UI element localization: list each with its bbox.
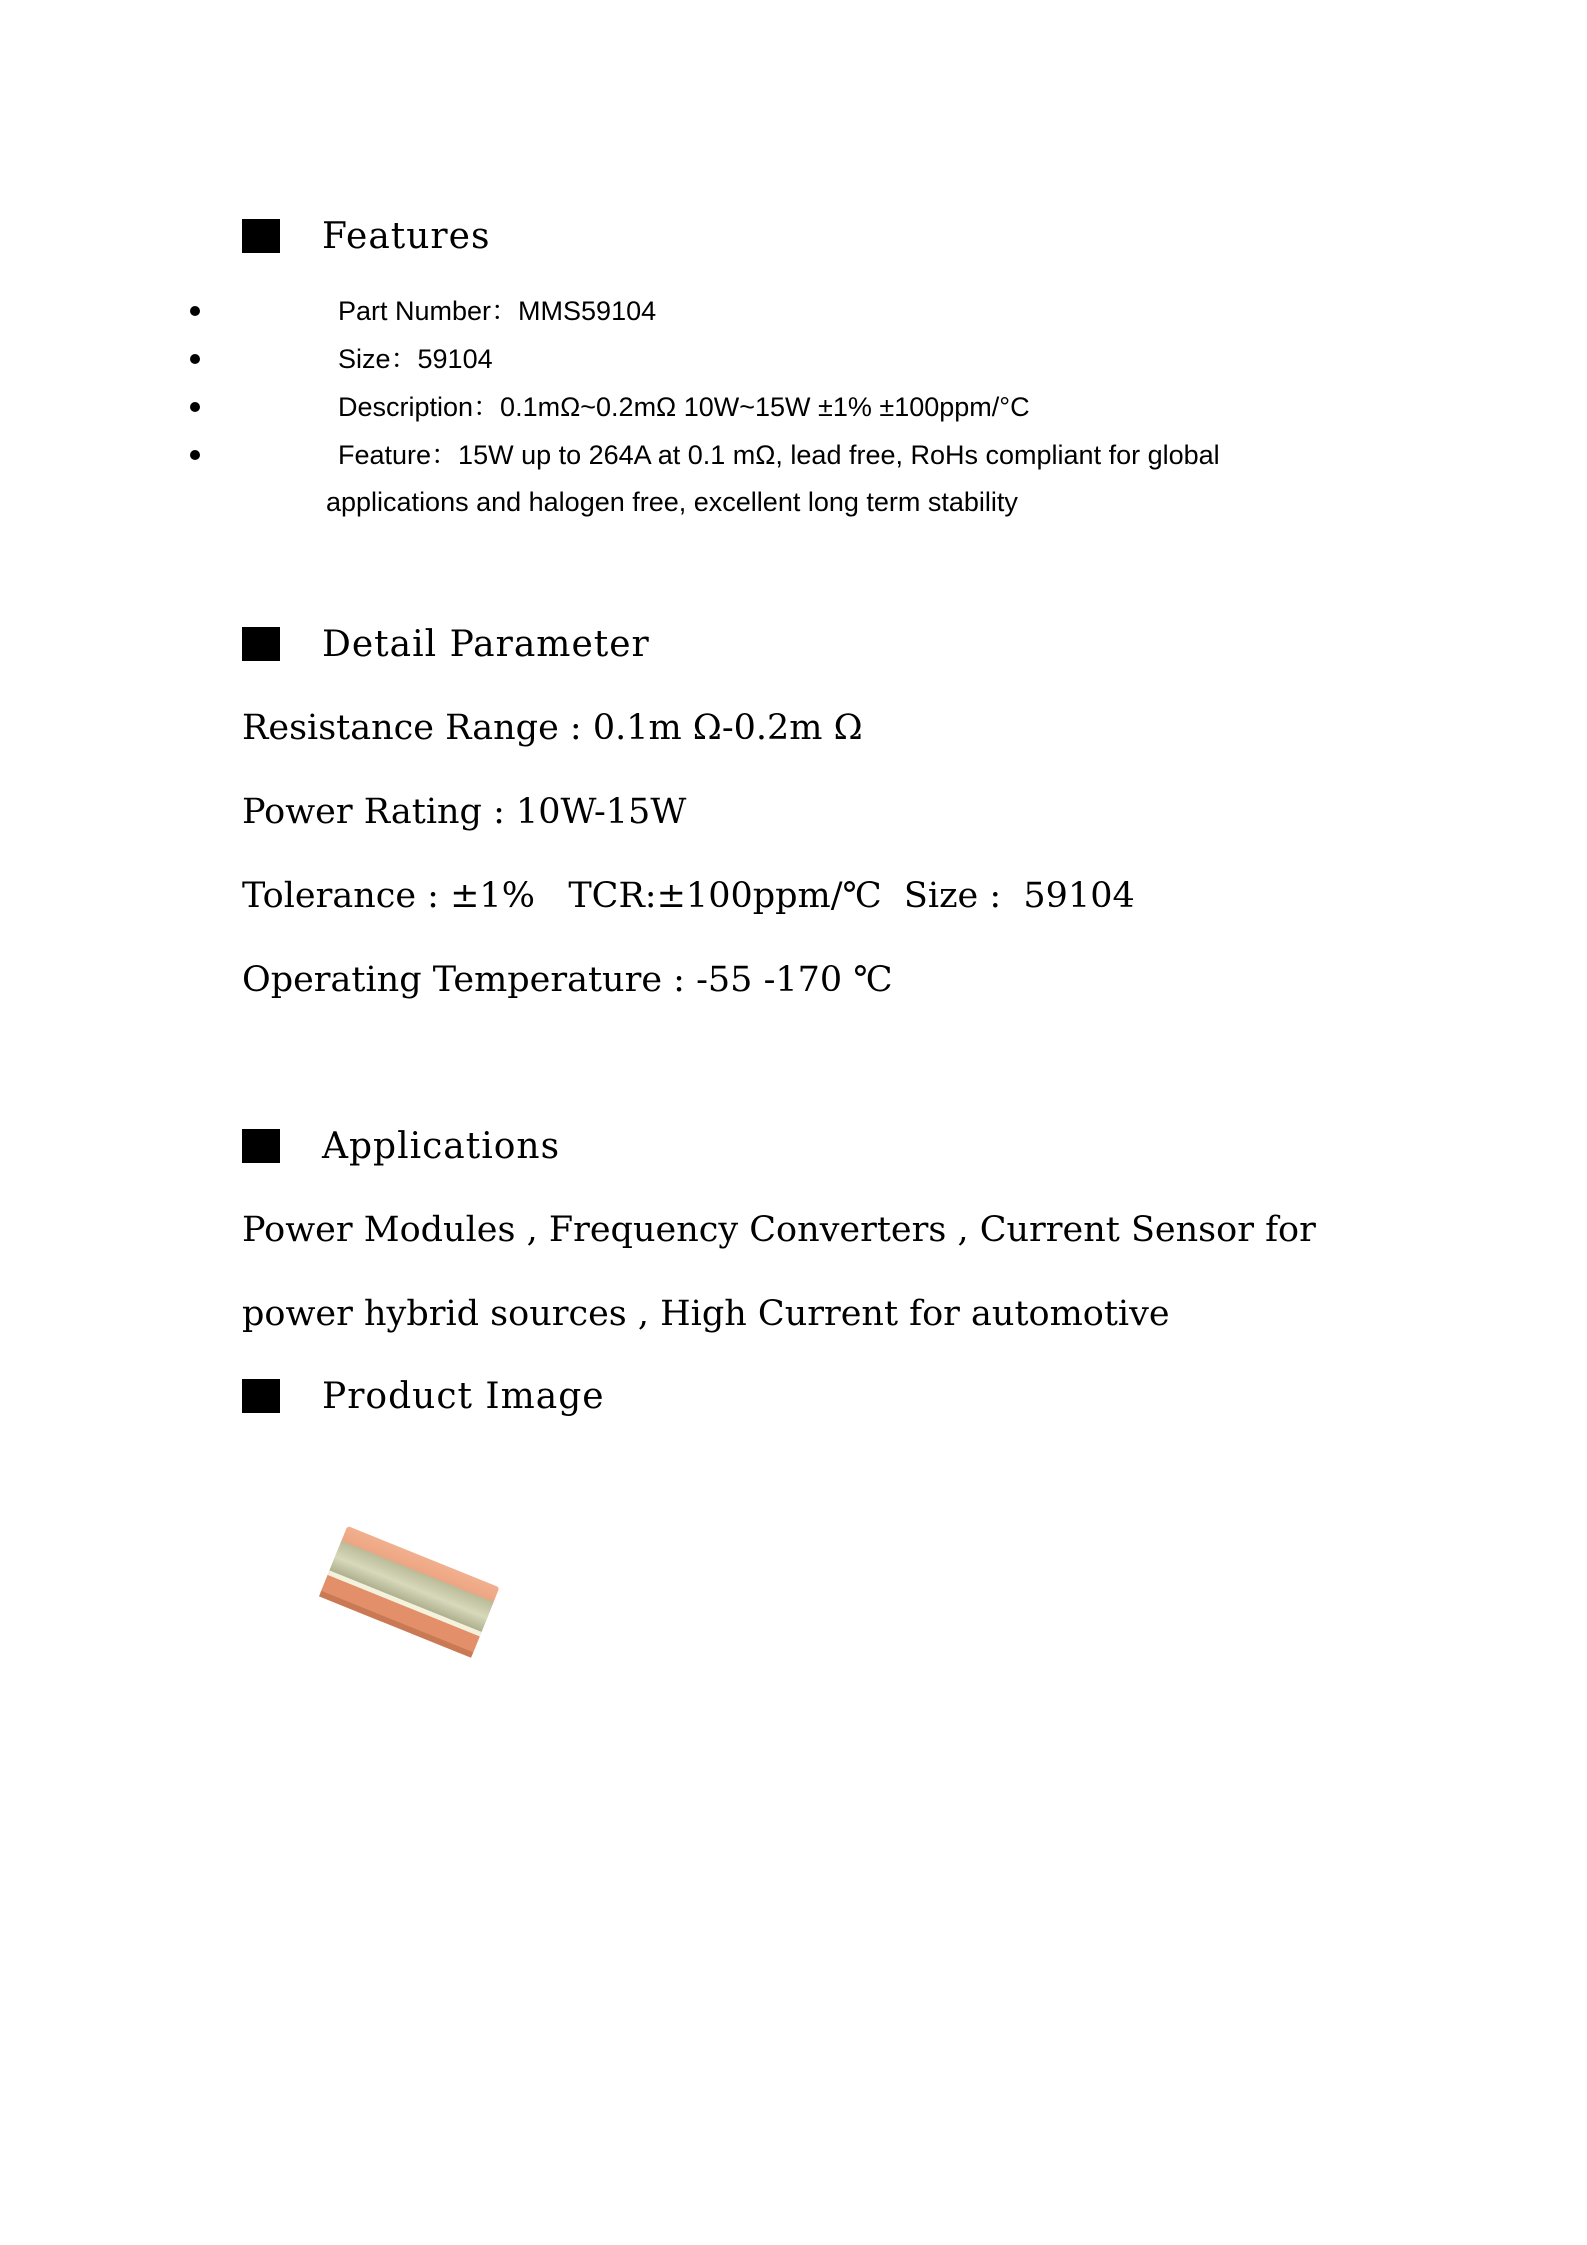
feature-item-size <box>190 336 493 376</box>
bullet-dot-icon <box>190 450 200 460</box>
param-tolerance-tcr-size: Tolerance : ±1% TCR:±100ppm/℃ Size : 59104 <box>242 876 1135 916</box>
feature-item-text: Part Number：MMS59104 <box>338 295 657 326</box>
detail-parameter-heading <box>242 622 650 666</box>
feature-item-description <box>190 384 1030 424</box>
applications-heading <box>242 1124 560 1168</box>
feature-item-part-number <box>190 288 656 328</box>
feature-item-feature <box>190 432 1220 472</box>
shunt-resistor-image <box>310 1510 510 1670</box>
bullet-dot-icon <box>190 306 200 316</box>
param-operating-temperature: Operating Temperature : -55 -170 ℃ <box>242 960 893 1000</box>
feature-item-text: Feature：15W up to 264A at 0.1 mΩ, lead free, RoHs compliant for global <box>338 439 1220 470</box>
applications-line-1: Power Modules , Frequency Converters , Current Sensor for <box>242 1210 1316 1250</box>
detail-parameter-heading-text: Detail Parameter <box>322 623 650 665</box>
feature-item-text: Description：0.1mΩ~0.2mΩ 10W~15W ±1% ±100ppm/°C <box>338 391 1030 422</box>
feature-item-text: Size：59104 <box>338 343 493 374</box>
applications-heading-text: Applications <box>322 1125 561 1167</box>
features-heading <box>242 214 490 258</box>
product-image-heading-text: Product Image <box>322 1375 605 1417</box>
square-bullet-icon <box>242 1129 280 1163</box>
bullet-dot-icon <box>190 354 200 364</box>
param-resistance-range: Resistance Range : 0.1m Ω-0.2m Ω <box>242 708 863 748</box>
square-bullet-icon <box>242 219 280 253</box>
square-bullet-icon <box>242 1379 280 1413</box>
bullet-dot-icon <box>190 402 200 412</box>
param-power-rating: Power Rating : 10W-15W <box>242 792 687 832</box>
product-image-heading <box>242 1374 605 1418</box>
square-bullet-icon <box>242 627 280 661</box>
features-heading-text: Features <box>322 215 491 257</box>
applications-line-2: power hybrid sources , High Current for automotive <box>242 1294 1170 1334</box>
feature-item-continuation: applications and halogen free, excellent long term stability <box>326 487 1018 517</box>
